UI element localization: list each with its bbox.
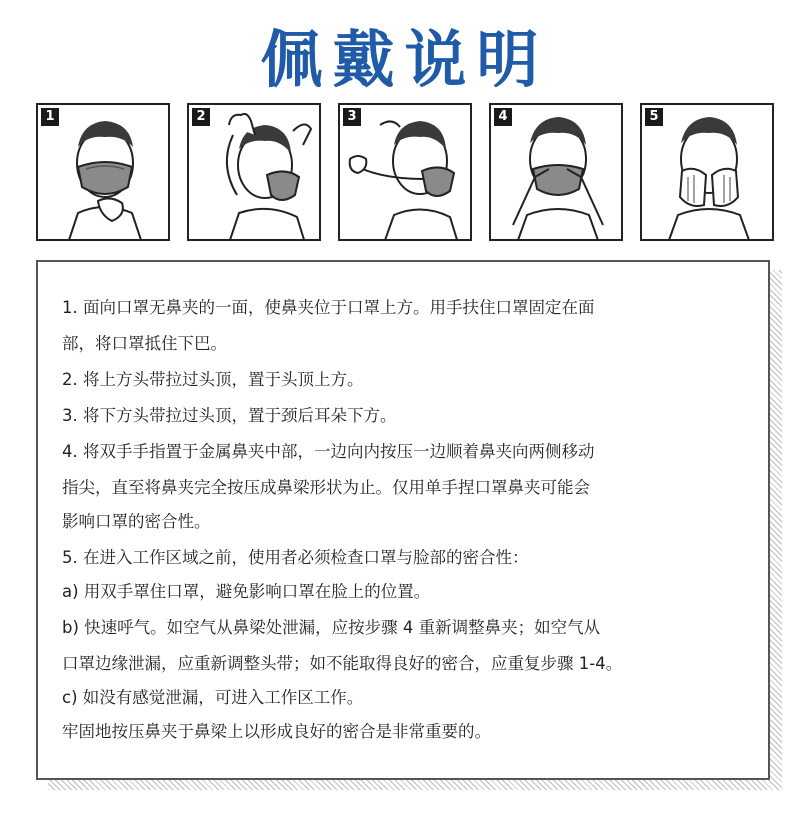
instruction-line: c) 如没有感觉泄漏，可进入工作区工作。	[62, 688, 364, 707]
instruction-line: 牢固地按压鼻夹于鼻梁上以形成良好的密合是非常重要的。	[62, 722, 491, 741]
step-panel-5	[640, 103, 774, 241]
step-number: 4	[494, 108, 512, 126]
instruction-line: 4. 将双手手指置于金属鼻夹中部，一边向内按压一边顺着鼻夹向两侧移动	[62, 442, 595, 461]
instruction-line: 5. 在进入工作区域之前，使用者必须检查口罩与脸部的密合性：	[62, 548, 529, 567]
step-number: 1	[41, 108, 59, 126]
step-illustrations	[36, 103, 776, 243]
step-number: 3	[343, 108, 361, 126]
step-number: 5	[645, 108, 663, 126]
instruction-line: b) 快速呼气。如空气从鼻梁处泄漏，应按步骤 4 重新调整鼻夹；如空气从	[62, 618, 601, 637]
instruction-line: a) 用双手罩住口罩，避免影响口罩在脸上的位置。	[62, 582, 431, 601]
step-panel-4	[489, 103, 623, 241]
step-panel-1	[36, 103, 170, 241]
step-panel-2	[187, 103, 321, 241]
instruction-line: 影响口罩的密合性。	[62, 512, 211, 531]
step-panel-3	[338, 103, 472, 241]
instruction-line: 部，将口罩抵住下巴。	[62, 334, 227, 353]
step-number: 2	[192, 108, 210, 126]
instruction-line: 1. 面向口罩无鼻夹的一面，使鼻夹位于口罩上方。用手扶住口罩固定在面	[62, 298, 595, 317]
instruction-line: 2. 将上方头带拉过头顶，置于头顶上方。	[62, 370, 364, 389]
instruction-line: 指尖，直至将鼻夹完全按压成鼻梁形状为止。仅用单手捏口罩鼻夹可能会	[62, 478, 590, 497]
instruction-line: 3. 将下方头带拉过头顶，置于颈后耳朵下方。	[62, 406, 397, 425]
page-title: 佩戴说明	[260, 23, 549, 96]
instruction-line: 口罩边缘泄漏，应重新调整头带；如不能取得良好的密合，应重复步骤 1-4。	[62, 654, 623, 673]
